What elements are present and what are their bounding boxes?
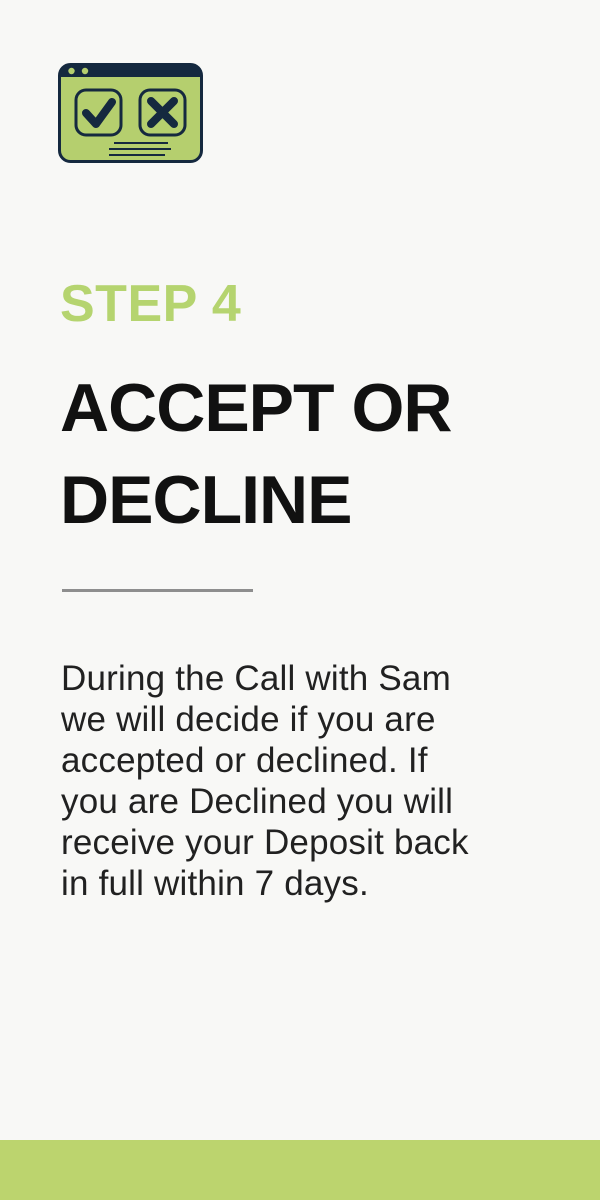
body-line: During the Call with Sam <box>61 659 451 698</box>
footer-accent-bar <box>0 1140 600 1200</box>
divider-line <box>62 589 253 592</box>
browser-titlebar <box>60 65 202 78</box>
step-label: STEP 4 <box>60 275 242 333</box>
browser-window-icon <box>58 63 203 163</box>
page-title-line-1: ACCEPT OR <box>60 370 452 446</box>
page-title <box>60 362 451 546</box>
body-paragraph <box>61 658 469 904</box>
body-line: we will decide if you are <box>61 700 436 739</box>
titlebar-dot <box>82 68 88 74</box>
titlebar-dot <box>68 68 74 74</box>
browser-window-body <box>60 65 202 162</box>
page-title-line-2: DECLINE <box>60 462 352 538</box>
body-line: accepted or declined. If <box>61 741 428 780</box>
body-line: you are Declined you will <box>61 782 454 821</box>
body-line: in full within 7 days. <box>61 864 369 903</box>
body-line: receive your Deposit back <box>61 823 469 862</box>
